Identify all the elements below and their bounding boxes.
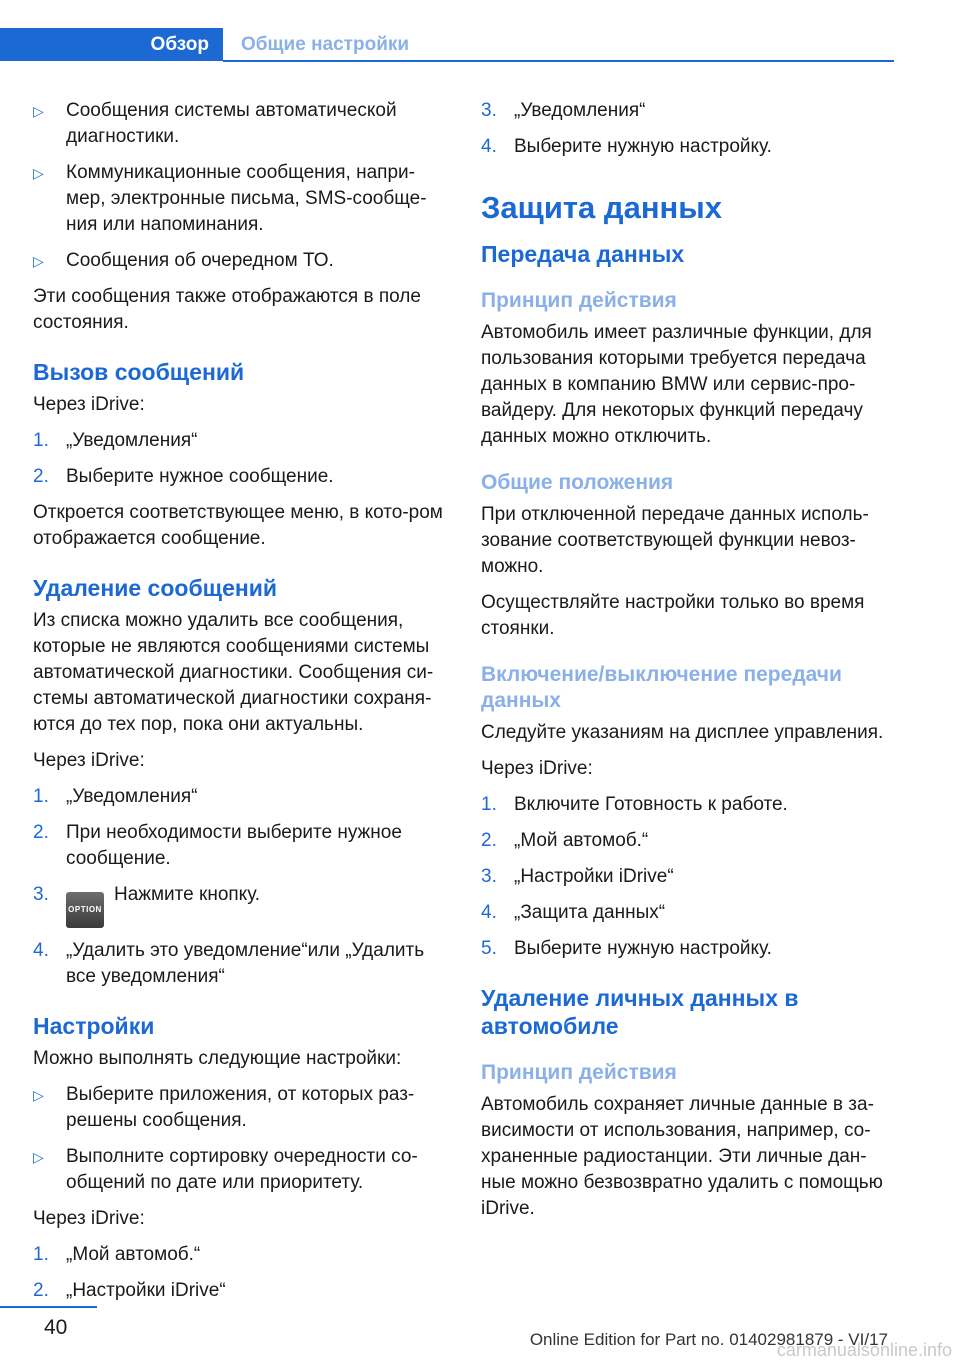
- step-number: 3.: [481, 100, 497, 121]
- footer-accent-line: [0, 1306, 97, 1308]
- step-item: [33, 820, 445, 872]
- step-number: 2.: [33, 1280, 49, 1301]
- bullet-text: Выберите приложения, от которых раз‐решены сообщения.: [66, 1084, 415, 1131]
- triangle-bullet-icon: ▷: [33, 103, 44, 119]
- step-item: [33, 938, 445, 990]
- paragraph: Осуществляйте настройки только во время стоянки.: [481, 592, 865, 639]
- step-text: Выберите нужную настройку.: [514, 938, 772, 959]
- heading-data-transfer: Передача данных: [481, 241, 685, 267]
- left-column: [33, 98, 445, 1314]
- via-idrive: Через iDrive:: [33, 1208, 145, 1229]
- step-item: [33, 428, 445, 454]
- step-text: Включите Готовность к работе.: [514, 794, 788, 815]
- page-header: [0, 28, 894, 61]
- step-text: „Защита данных“: [514, 902, 666, 923]
- heading-settings: Настройки: [33, 1013, 155, 1039]
- triangle-bullet-icon: ▷: [33, 1087, 44, 1103]
- bullet-text: Сообщения об очередном ТО.: [66, 250, 334, 271]
- heading-principle: Принцип действия: [481, 289, 677, 312]
- step-text: „Удалить это уведомление“или „Удалить все уведомления“: [66, 940, 425, 987]
- step-text: Выберите нужную настройку.: [514, 136, 772, 157]
- header-tab-overview[interactable]: Обзор: [0, 28, 223, 61]
- via-idrive: Через iDrive:: [33, 750, 145, 771]
- heading-delete-personal-data: Удаление личных данных в автомобиле: [481, 985, 799, 1039]
- triangle-bullet-icon: ▷: [33, 1149, 44, 1165]
- step-number: 4.: [481, 902, 497, 923]
- step-item: [33, 1242, 445, 1268]
- paragraph: При отключенной передаче данных исполь‐зование соответствующей функции невоз‐можно.: [481, 504, 869, 577]
- step-text: „Настройки iDrive“: [66, 1280, 226, 1301]
- bullet-text: Коммуникационные сообщения, напри‐мер, электронные письма, SMS-сообще‐ния или напоминания.: [66, 162, 427, 235]
- paragraph: Автомобиль сохраняет личные данные в за‐висимости от использования, например, со‐храненные радиостанции. Эти личные дан‐ные можно безвозвратно удалить с помощью iDrive.: [481, 1094, 883, 1219]
- step-text: „Настройки iDrive“: [514, 866, 674, 887]
- step-item: [481, 134, 893, 160]
- step-number: 1.: [33, 786, 49, 807]
- step-number: 3.: [481, 866, 497, 887]
- bullet-item: [33, 160, 445, 238]
- paragraph: Из списка можно удалить все сообщения, которые не являются сообщениями системы автоматической диагностики. Сообщения си‐стемы автоматической диагностики сохраня‐ются до тех пор, пока они актуальны.: [33, 610, 434, 735]
- triangle-bullet-icon: ▷: [33, 253, 44, 269]
- header-tab-general-settings[interactable]: Общие настройки: [223, 28, 894, 61]
- heading-call-messages: Вызов сообщений: [33, 359, 245, 385]
- step-text: „Мой автомоб.“: [66, 1244, 201, 1265]
- footer-edition: Online Edition for Part no. 01402981879 - VI/17: [529, 1330, 888, 1349]
- step-number: 2.: [33, 466, 49, 487]
- step-text: Выберите нужное сообщение.: [66, 466, 334, 487]
- paragraph: Можно выполнять следующие настройки:: [33, 1048, 402, 1069]
- step-text: Нажмите кнопку.: [114, 884, 261, 905]
- paragraph: Откроется соответствующее меню, в кото‐ром отображается сообщение.: [33, 502, 443, 549]
- via-idrive: Через iDrive:: [33, 394, 145, 415]
- heading-data-protection: Защита данных: [481, 190, 722, 225]
- option-button-icon: OPTION: [66, 892, 104, 928]
- step-item: [33, 882, 445, 928]
- via-idrive: Через iDrive:: [481, 758, 593, 779]
- heading-general: Общие положения: [481, 471, 674, 494]
- step-number: 1.: [33, 430, 49, 451]
- triangle-bullet-icon: ▷: [33, 165, 44, 181]
- step-text: „Уведомления“: [66, 430, 198, 451]
- watermark: carmanualsonline.info: [776, 1340, 952, 1360]
- paragraph: Следуйте указаниям на дисплее управления.: [481, 722, 884, 743]
- step-item: [481, 936, 893, 962]
- step-number: 1.: [481, 794, 497, 815]
- step-item: [33, 1278, 445, 1304]
- step-text: „Уведомления“: [66, 786, 198, 807]
- step-item: [481, 792, 893, 818]
- paragraph: Эти сообщения также отображаются в поле состояния.: [33, 286, 421, 333]
- right-column: [481, 98, 893, 1232]
- bullet-item: [33, 1144, 445, 1196]
- step-item: [481, 828, 893, 854]
- heading-delete-messages: Удаление сообщений: [33, 575, 278, 601]
- step-item: [481, 900, 893, 926]
- step-item: [481, 864, 893, 890]
- step-number: 4.: [481, 136, 497, 157]
- step-text: „Уведомления“: [514, 100, 646, 121]
- step-text: При необходимости выберите нужное сообщение.: [66, 822, 402, 869]
- bullet-item: [33, 98, 445, 150]
- step-text: „Мой автомоб.“: [514, 830, 649, 851]
- step-item: [33, 784, 445, 810]
- bullet-item: [33, 248, 445, 274]
- heading-principle: Принцип действия: [481, 1061, 677, 1084]
- step-number: 4.: [33, 940, 49, 961]
- step-item: [33, 464, 445, 490]
- step-number: 2.: [481, 830, 497, 851]
- paragraph: Автомобиль имеет различные функции, для пользования которыми требуется передача данных в компанию BMW или сервис-про‐вайдеру. Для некоторых функций передачу данных можно отключить.: [481, 322, 872, 447]
- bullet-text: Выполните сортировку очередности со‐общений по дате или приоритету.: [66, 1146, 418, 1193]
- page-number: 40: [44, 1316, 68, 1339]
- header-underline: [223, 60, 894, 62]
- step-number: 2.: [33, 822, 49, 843]
- step-item: [481, 98, 893, 124]
- step-number: 3.: [33, 884, 49, 905]
- heading-toggle-transfer: Включение/выключение передачи данных: [481, 663, 842, 712]
- step-number: 1.: [33, 1244, 49, 1265]
- bullet-item: [33, 1082, 445, 1134]
- bullet-text: Сообщения системы автоматической диагностики.: [66, 100, 397, 147]
- step-number: 5.: [481, 938, 497, 959]
